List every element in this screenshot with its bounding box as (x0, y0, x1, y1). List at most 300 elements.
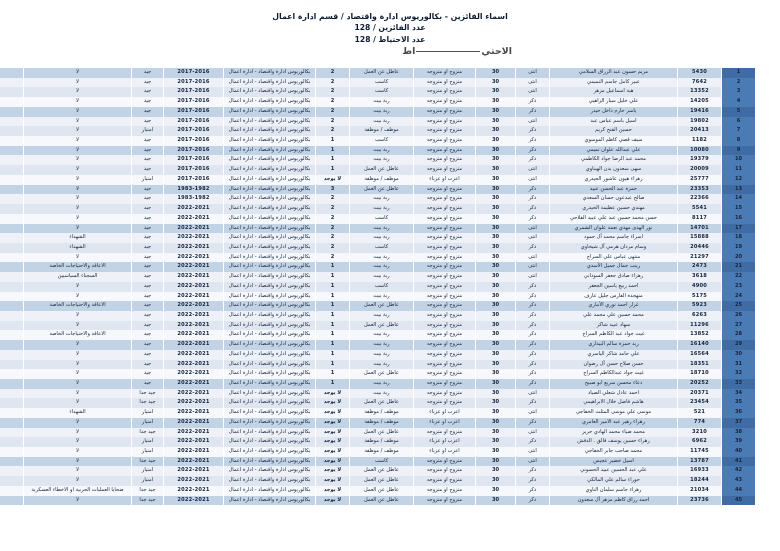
cell-id: 5541 (678, 204, 722, 214)
cell-age: 30 (476, 272, 516, 282)
cell-marital: متزوج او متزوجه (414, 78, 476, 88)
cell-dep: لا يوجد (316, 486, 350, 496)
cell-idx: 3 (722, 87, 756, 97)
cell-marital: متزوج او متزوجه (414, 476, 476, 486)
cell-dep: لا يوجد (316, 447, 350, 457)
table-row[interactable] (0, 389, 756, 399)
cell-job: كاسب (350, 136, 414, 146)
cell-marital: متزوج او متزوجه (414, 155, 476, 165)
cell-grade: جيد (132, 369, 164, 379)
cell-gender: ذكر (516, 194, 550, 204)
cell-marital: متزوج او متزوجه (414, 330, 476, 340)
cell-marital: متزوج او متزوجه (414, 224, 476, 234)
cell-age: 30 (476, 155, 516, 165)
cell-year: 2022-2021 (164, 243, 224, 253)
table-row[interactable] (0, 204, 756, 214)
cell-age: 30 (476, 389, 516, 399)
cell-note (0, 340, 24, 350)
cell-year: 2022-2021 (164, 418, 224, 428)
cell-name: احمد ربيع ياسين الجعفر (550, 282, 678, 292)
cell-year: 2022-2021 (164, 486, 224, 496)
cell-cat: لا (24, 379, 132, 389)
cell-grade: امتياز (132, 408, 164, 418)
table-row[interactable] (0, 379, 756, 389)
cell-marital: متزوج او متزوجه (414, 126, 476, 136)
cell-degree: بكالوريوس ادارة واقتصاد - ادارة اعمال (224, 418, 316, 428)
cell-year: 2017-2016 (164, 146, 224, 156)
cell-note (0, 321, 24, 331)
table-row[interactable] (0, 146, 756, 156)
table-row[interactable] (0, 175, 756, 185)
table-row[interactable] (0, 486, 756, 496)
cell-name: محمد صاحب جابر الخفاجي (550, 447, 678, 457)
cell-marital: متزوج او متزوجه (414, 87, 476, 97)
cell-gender: انثى (516, 447, 550, 457)
cell-name: زهراء هيون عاشور الحيدري (550, 175, 678, 185)
cell-age: 30 (476, 447, 516, 457)
table-row[interactable] (0, 496, 756, 506)
cell-degree: بكالوريوس ادارة واقتصاد - ادارة اعمال (224, 146, 316, 156)
cell-id: 14205 (678, 97, 722, 107)
cell-degree: بكالوريوس ادارة واقتصاد - ادارة اعمال (224, 321, 316, 331)
cell-job: عاطل عن العمل (350, 321, 414, 331)
cell-dep: لا يوجد (316, 437, 350, 447)
cell-idx: 43 (722, 476, 756, 486)
cell-grade: جيد (132, 224, 164, 234)
cell-year: 2017-2016 (164, 107, 224, 117)
cell-dep: 2 (316, 243, 350, 253)
table-row[interactable] (0, 78, 756, 88)
cell-name: سهى سعدون بدن الهيناوي (550, 165, 678, 175)
table-row[interactable] (0, 321, 756, 331)
cell-degree: بكالوريوس ادارة واقتصاد - ادارة اعمال (224, 476, 316, 486)
cell-dep: لا يوجد (316, 418, 350, 428)
cell-gender: ذكر (516, 418, 550, 428)
cell-job: ربة بيت (350, 311, 414, 321)
cell-age: 30 (476, 97, 516, 107)
cell-idx: 34 (722, 389, 756, 399)
cell-dep: 1 (316, 330, 350, 340)
cell-note (0, 350, 24, 360)
cell-id: 13787 (678, 457, 722, 467)
cell-grade: جيد جدا (132, 496, 164, 506)
cell-job: موظف / موظفة (350, 418, 414, 428)
cell-dep: 1 (316, 369, 350, 379)
cell-name: حسن صلاح حسن آل رضوان (550, 360, 678, 370)
cell-grade: جيد (132, 262, 164, 272)
results-table (0, 68, 756, 505)
cell-degree: بكالوريوس ادارة واقتصاد - ادارة اعمال (224, 78, 316, 88)
cell-gender: انثى (516, 457, 550, 467)
table-row[interactable] (0, 165, 756, 175)
table-row[interactable] (0, 185, 756, 195)
cell-note (0, 437, 24, 447)
winners-count: عدد الفائزين / 128 (354, 23, 426, 33)
cell-id: 23353 (678, 185, 722, 195)
cell-name: مريم حسون عبد الرزاق السلامي (550, 68, 678, 78)
cell-age: 30 (476, 486, 516, 496)
cell-degree: بكالوريوس ادارة واقتصاد - ادارة اعمال (224, 136, 316, 146)
cell-cat: لا (24, 175, 132, 185)
cell-idx: 39 (722, 437, 756, 447)
cell-name: علي عبدالله علوان تميمي (550, 146, 678, 156)
cell-id: 20009 (678, 165, 722, 175)
cell-gender: ذكر (516, 321, 550, 331)
cell-job: كاسب (350, 87, 414, 97)
table-row[interactable] (0, 97, 756, 107)
cell-name: زينب جمال جميل الأسدي (550, 262, 678, 272)
cell-idx: 14 (722, 194, 756, 204)
cell-gender: ذكر (516, 243, 550, 253)
cell-note (0, 457, 24, 467)
cell-name: هبة اسماعيل مزهر (550, 87, 678, 97)
cell-grade: جيد (132, 78, 164, 88)
cell-idx: 33 (722, 379, 756, 389)
cell-age: 30 (476, 243, 516, 253)
table-row[interactable] (0, 476, 756, 486)
cell-age: 30 (476, 126, 516, 136)
cell-gender: ذكر (516, 476, 550, 486)
table-row[interactable] (0, 282, 756, 292)
cell-gender: ذكر (516, 360, 550, 370)
cell-year: 2022-2021 (164, 321, 224, 331)
cell-grade: جيد جدا (132, 457, 164, 467)
cell-marital: اعزب او عزباء (414, 408, 476, 418)
table-row[interactable] (0, 224, 756, 234)
cell-note (0, 107, 24, 117)
cell-job: عاطل عن العمل (350, 428, 414, 438)
watermark-text (402, 46, 512, 57)
table-row[interactable] (0, 136, 756, 146)
watermark-row (0, 46, 780, 60)
table-row[interactable] (0, 68, 756, 78)
cell-grade: جيد (132, 282, 164, 292)
cell-name: حوراء سالم علي المالكي (550, 476, 678, 486)
cell-name: زهراء صادق جعفر السوداني (550, 272, 678, 282)
cell-age: 30 (476, 204, 516, 214)
cell-idx: 35 (722, 398, 756, 408)
cell-gender: ذكر (516, 214, 550, 224)
table-row[interactable] (0, 107, 756, 117)
cell-year: 1983-1982 (164, 185, 224, 195)
cell-gender: ذكر (516, 107, 550, 117)
cell-cat: لا (24, 457, 132, 467)
cell-name: غيث جواد عبد الكاظم السراج (550, 330, 678, 340)
cell-gender: انثى (516, 224, 550, 234)
cell-job: كاسب (350, 282, 414, 292)
cell-gender: ذكر (516, 185, 550, 195)
cell-cat: لا (24, 418, 132, 428)
cell-note (0, 224, 24, 234)
cell-dep: 1 (316, 272, 350, 282)
cell-age: 30 (476, 87, 516, 97)
cell-idx: 26 (722, 311, 756, 321)
cell-job: ربة بيت (350, 292, 414, 302)
cell-dep: 2 (316, 97, 350, 107)
table-row[interactable] (0, 340, 756, 350)
cell-dep: 1 (316, 360, 350, 370)
cell-name: هاشم فاضل خلال الابراهيمي (550, 398, 678, 408)
cell-id: 13352 (678, 87, 722, 97)
cell-id: 18351 (678, 360, 722, 370)
table-row[interactable] (0, 360, 756, 370)
cell-dep: 2 (316, 253, 350, 263)
cell-name: متهجدة الفارس جليل عازف (550, 292, 678, 302)
cell-year: 2022-2021 (164, 330, 224, 340)
table-row[interactable] (0, 428, 756, 438)
cell-age: 30 (476, 457, 516, 467)
table-row[interactable] (0, 214, 756, 224)
cell-dep: لا يوجد (316, 457, 350, 467)
cell-age: 30 (476, 68, 516, 78)
cell-id: 5923 (678, 301, 722, 311)
cell-year: 2022-2021 (164, 360, 224, 370)
cell-marital: متزوج او متزوجه (414, 204, 476, 214)
table-row[interactable] (0, 253, 756, 263)
cell-degree: بكالوريوس ادارة واقتصاد - ادارة اعمال (224, 350, 316, 360)
cell-age: 30 (476, 194, 516, 204)
cell-marital: متزوج او متزوجه (414, 97, 476, 107)
cell-idx: 44 (722, 486, 756, 496)
cell-cat: الاعاقة والاحتياجات الخاصة (24, 330, 132, 340)
table-row[interactable] (0, 233, 756, 243)
cell-id: 774 (678, 418, 722, 428)
cell-gender: انثى (516, 253, 550, 263)
cell-marital: متزوج او متزوجه (414, 311, 476, 321)
cell-id: 20252 (678, 379, 722, 389)
table-row[interactable] (0, 301, 756, 311)
cell-grade: جيد (132, 87, 164, 97)
cell-year: 2017-2016 (164, 155, 224, 165)
watermark-kashida (416, 51, 480, 52)
cell-degree: بكالوريوس ادارة واقتصاد - ادارة اعمال (224, 262, 316, 272)
cell-grade: جيد جدا (132, 486, 164, 496)
cell-degree: بكالوريوس ادارة واقتصاد - ادارة اعمال (224, 126, 316, 136)
cell-cat: لا (24, 194, 132, 204)
cell-degree: بكالوريوس ادارة واقتصاد - ادارة اعمال (224, 437, 316, 447)
cell-age: 30 (476, 340, 516, 350)
cell-id: 20371 (678, 389, 722, 399)
cell-idx: 13 (722, 185, 756, 195)
cell-gender: انثى (516, 78, 550, 88)
cell-grade: امتياز (132, 476, 164, 486)
cell-dep: 1 (316, 340, 350, 350)
cell-job: ربة بيت (350, 350, 414, 360)
cell-job: موظف / موظفة (350, 437, 414, 447)
table-row[interactable] (0, 437, 756, 447)
cell-note (0, 360, 24, 370)
cell-job: ربة بيت (350, 330, 414, 340)
table-row[interactable] (0, 330, 756, 340)
cell-age: 30 (476, 165, 516, 175)
results-table-container[interactable] (24, 68, 756, 510)
cell-idx: 41 (722, 457, 756, 467)
cell-grade: جيد (132, 97, 164, 107)
table-row[interactable] (0, 155, 756, 165)
cell-age: 30 (476, 175, 516, 185)
cell-idx: 27 (722, 321, 756, 331)
cell-gender: ذكر (516, 350, 550, 360)
cell-job: عاطل عن العمل (350, 466, 414, 476)
cell-grade: جيد (132, 117, 164, 127)
cell-degree: بكالوريوس ادارة واقتصاد - ادارة اعمال (224, 496, 316, 506)
cell-marital: متزوج او متزوجه (414, 360, 476, 370)
cell-cat: الاعاقة والاحتياجات الخاصة (24, 301, 132, 311)
cell-grade: امتياز (132, 466, 164, 476)
cell-note (0, 194, 24, 204)
cell-job: عاطل عن العمل (350, 476, 414, 486)
cell-degree: بكالوريوس ادارة واقتصاد - ادارة اعمال (224, 379, 316, 389)
cell-name: اسيل خضير عجيس (550, 457, 678, 467)
cell-dep: لا يوجد (316, 476, 350, 486)
cell-cat: لا (24, 204, 132, 214)
cell-id: 23736 (678, 496, 722, 506)
cell-note (0, 117, 24, 127)
cell-grade: جيد (132, 379, 164, 389)
cell-year: 2017-2016 (164, 117, 224, 127)
cell-job: ربة بيت (350, 262, 414, 272)
cell-age: 30 (476, 330, 516, 340)
cell-cat: لا (24, 78, 132, 88)
page-title: اسماء الفائزين - بكالوريوس ادارة واقتصاد / قسم ادارة اعمال (272, 12, 508, 21)
cell-note (0, 165, 24, 175)
cell-dep: لا يوجد (316, 428, 350, 438)
cell-gender: ذكر (516, 369, 550, 379)
cell-marital: متزوج او متزوجه (414, 117, 476, 127)
cell-idx: 31 (722, 360, 756, 370)
cell-idx: 37 (722, 418, 756, 428)
cell-note (0, 243, 24, 253)
cell-idx: 11 (722, 165, 756, 175)
cell-job: موظف / موظفة (350, 447, 414, 457)
cell-marital: اعزب او عزباء (414, 447, 476, 457)
cell-year: 2022-2021 (164, 389, 224, 399)
cell-year: 2017-2016 (164, 68, 224, 78)
cell-degree: بكالوريوس ادارة واقتصاد - ادارة اعمال (224, 243, 316, 253)
table-row[interactable] (0, 447, 756, 457)
cell-marital: متزوج او متزوجه (414, 496, 476, 506)
cell-job: كاسب (350, 457, 414, 467)
cell-grade: جيد (132, 360, 164, 370)
cell-idx: 16 (722, 214, 756, 224)
cell-degree: بكالوريوس ادارة واقتصاد - ادارة اعمال (224, 155, 316, 165)
cell-grade: امتياز (132, 447, 164, 457)
cell-marital: متزوج او متزوجه (414, 398, 476, 408)
cell-year: 2022-2021 (164, 398, 224, 408)
cell-note (0, 126, 24, 136)
cell-idx: 36 (722, 408, 756, 418)
table-row[interactable] (0, 311, 756, 321)
cell-id: 10080 (678, 146, 722, 156)
cell-note (0, 155, 24, 165)
cell-note (0, 204, 24, 214)
cell-cat: لا (24, 136, 132, 146)
cell-name: وسام مردان هرمي آل شيخاوي (550, 243, 678, 253)
cell-note (0, 496, 24, 506)
cell-gender: ذكر (516, 204, 550, 214)
cell-cat: لا (24, 360, 132, 370)
cell-degree: بكالوريوس ادارة واقتصاد - ادارة اعمال (224, 175, 316, 185)
table-row[interactable] (0, 87, 756, 97)
table-row[interactable] (0, 126, 756, 136)
cell-job: ربة بيت (350, 204, 414, 214)
cell-year: 2022-2021 (164, 408, 224, 418)
cell-idx: 8 (722, 136, 756, 146)
cell-job: ربة بيت (350, 379, 414, 389)
cell-marital: متزوج او متزوجه (414, 466, 476, 476)
cell-gender: ذكر (516, 330, 550, 340)
cell-dep: 2 (316, 68, 350, 78)
cell-marital: متزوج او متزوجه (414, 486, 476, 496)
cell-grade: امتياز (132, 418, 164, 428)
cell-dep: 1 (316, 282, 350, 292)
cell-dep: 2 (316, 233, 350, 243)
cell-gender: انثى (516, 68, 550, 78)
cell-id: 18244 (678, 476, 722, 486)
cell-cat: لا (24, 437, 132, 447)
cell-marital: متزوج او متزوجه (414, 428, 476, 438)
cell-grade: جيد (132, 321, 164, 331)
cell-year: 2017-2016 (164, 87, 224, 97)
table-row[interactable] (0, 398, 756, 408)
cell-dep: 2 (316, 126, 350, 136)
table-row[interactable] (0, 262, 756, 272)
cell-grade: امتياز (132, 437, 164, 447)
cell-name: ياسر حازم داخل حيدر (550, 107, 678, 117)
table-row[interactable] (0, 292, 756, 302)
cell-job: ربة بيت (350, 224, 414, 234)
cell-id: 4900 (678, 282, 722, 292)
table-row[interactable] (0, 243, 756, 253)
cell-gender: انثى (516, 117, 550, 127)
cell-id: 21297 (678, 253, 722, 263)
cell-age: 30 (476, 437, 516, 447)
cell-job: ربة بيت (350, 117, 414, 127)
document-header (0, 0, 780, 60)
cell-note (0, 97, 24, 107)
table-row[interactable] (0, 369, 756, 379)
table-row[interactable] (0, 194, 756, 204)
cell-id: 6263 (678, 311, 722, 321)
table-row[interactable] (0, 408, 756, 418)
cell-age: 30 (476, 350, 516, 360)
cell-year: 2017-2016 (164, 165, 224, 175)
cell-id: 20446 (678, 243, 722, 253)
table-row[interactable] (0, 350, 756, 360)
table-row[interactable] (0, 117, 756, 127)
cell-marital: متزوج او متزوجه (414, 292, 476, 302)
cell-age: 30 (476, 214, 516, 224)
cell-grade: جيد جدا (132, 389, 164, 399)
table-row[interactable] (0, 418, 756, 428)
cell-degree: بكالوريوس ادارة واقتصاد - ادارة اعمال (224, 398, 316, 408)
cell-degree: بكالوريوس ادارة واقتصاد - ادارة اعمال (224, 428, 316, 438)
table-row[interactable] (0, 457, 756, 467)
cell-id: 16564 (678, 350, 722, 360)
cell-degree: بكالوريوس ادارة واقتصاد - ادارة اعمال (224, 97, 316, 107)
cell-marital: متزوج او متزوجه (414, 107, 476, 117)
cell-cat: لا (24, 282, 132, 292)
cell-cat: لا (24, 126, 132, 136)
cell-job: عاطل عن العمل (350, 496, 414, 506)
cell-marital: متزوج او متزوجه (414, 379, 476, 389)
cell-note (0, 272, 24, 282)
table-row[interactable] (0, 272, 756, 282)
table-row[interactable] (0, 466, 756, 476)
cell-degree: بكالوريوس ادارة واقتصاد - ادارة اعمال (224, 272, 316, 282)
cell-job: ربة بيت (350, 194, 414, 204)
cell-degree: بكالوريوس ادارة واقتصاد - ادارة اعمال (224, 389, 316, 399)
